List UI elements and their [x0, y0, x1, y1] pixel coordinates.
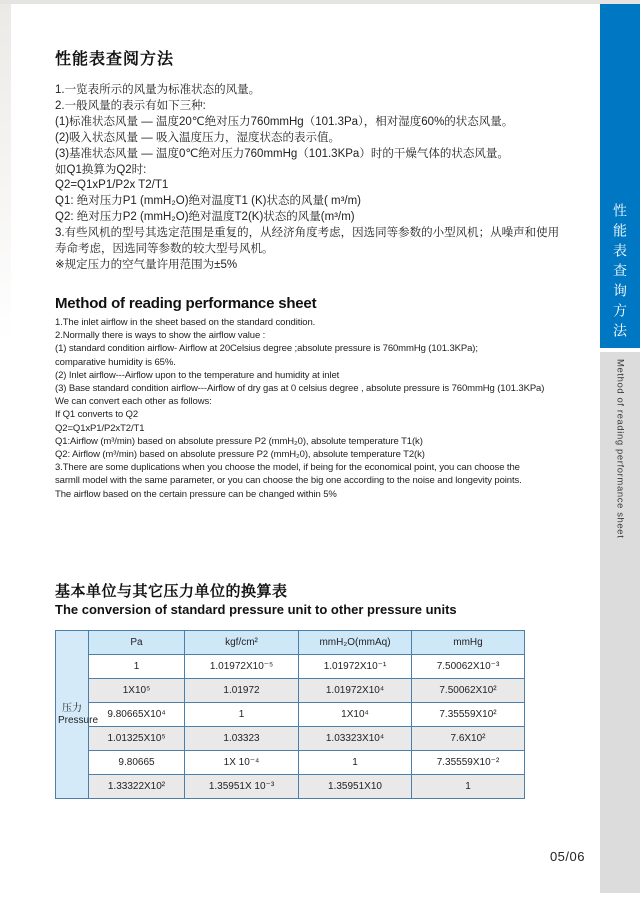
text-line: Q2: Airflow (m³/min) based on absolute pressure P2 (mmH₂0), absolute temperature T2(k) [55, 449, 425, 461]
text-line: (3)基准状态风量 — 温度0℃绝对压力760mmHg（101.3KPa）时的干燥气体的状态风量。 [55, 147, 509, 160]
table-row [56, 679, 525, 703]
text-line: Q2=Q1xP1/P2xT2/T1 [55, 422, 145, 434]
row-label-cn: 压力 [62, 702, 82, 714]
sidebar-tab-label-chinese: 性能表查询方法 [612, 203, 628, 343]
text-line: If Q1 converts to Q2 [55, 409, 139, 421]
text-line: (2)吸入状态风量 — 吸入温度压力，湿度状态的表示值。 [55, 131, 340, 144]
table-cell: 1.35951X 10⁻³ [185, 775, 299, 799]
text-line: 如Q1换算为Q2时: [55, 163, 147, 176]
table-cell: 1.03323X10⁴ [299, 727, 412, 751]
text-line: (1)标准状态风量 — 温度20℃绝对压力760mmHg（101.3Pa），相对湿度60%的状态风量。 [55, 115, 514, 128]
text-line: 寿命考虑，因选同等参数的较大型号风机。 [55, 243, 274, 256]
text-line: 2.Normally there is ways to show the airflow value : [55, 330, 266, 342]
table-cell: 1X10⁴ [299, 703, 412, 727]
table-row [56, 655, 525, 679]
table-cell: 1X 10⁻⁴ [185, 751, 299, 775]
sidebar-tab-label-english: Method of reading performance sheet [614, 359, 626, 539]
page-top-edge [0, 0, 640, 4]
table-cell: 1.01972 [185, 679, 299, 703]
table-cell: 1 [299, 751, 412, 775]
chinese-body-text [55, 83, 559, 274]
text-line: sarmll model with the same parameter, or you can choose the big one according to the noise and longevity points. [55, 475, 522, 487]
table-cell: 1.03323 [185, 727, 299, 751]
column-header-kgfcm2: kgf/cm² [185, 631, 299, 655]
english-section-title: Method of reading performance sheet [55, 295, 317, 312]
table-cell: 1 [185, 703, 299, 727]
text-line: 1.The inlet airflow in the sheet based on the standard condition. [55, 317, 316, 328]
table-cell: 7.35559X10² [412, 703, 525, 727]
table-cell: 1.01972X10⁻⁵ [185, 655, 299, 679]
text-line: 2.一般风量的表示有如下三种: [55, 99, 206, 112]
conversion-title-chinese: 基本单位与其它压力单位的换算表 [55, 583, 288, 600]
table-row [56, 727, 525, 751]
table-cell: 9.80665X10⁴ [89, 703, 185, 727]
text-line: 3.There are some duplications when you choose the model, if being for the economical point, you can choose the [55, 462, 520, 474]
table-cell: 1 [412, 775, 525, 799]
table-cell: 1 [89, 655, 185, 679]
row-label-en: Pressure [58, 714, 99, 726]
text-line: 3.有些风机的型号其选定范围是重复的，从经济角度考虑，因选同等参数的小型风机；从噪声和使用 [55, 227, 560, 240]
text-line: Q1:Airflow (m³/min) based on absolute pressure P2 (mmH₂0), absolute temperature T1(k) [55, 435, 423, 447]
column-header-mmh2o: mmH₂O(mmAq) [299, 631, 412, 655]
text-line: ※规定压力的空气量许用范围为±5% [55, 258, 238, 271]
table-row [56, 751, 525, 775]
conversion-title-english: The conversion of standard pressure unit to other pressure units [55, 602, 457, 617]
text-line: Q2=Q1xP1/P2x T2/T1 [55, 179, 169, 192]
column-header-mmhg: mmHg [412, 631, 525, 655]
text-line: (3) Base standard condition airflow---Airflow of dry gas at 0 celsius degree , absolute pressure is 760mmHg (101.3KPa) [55, 383, 545, 395]
text-line: (1) standard condition airflow- Airflow at 20Celsius degree ;absolute pressure is 760mmHg (101.3KPa); [55, 343, 478, 355]
table-cell: 7.35559X10⁻² [412, 751, 525, 775]
sidebar-tab-inactive [600, 352, 640, 893]
text-line: We can convert each other as follows: [55, 396, 212, 408]
page-number: 05/06 [549, 849, 585, 864]
table-row [56, 703, 525, 727]
text-line: comparative humidity is 65%. [55, 356, 176, 368]
text-line: Q2: 绝对压力P2 (mmH₂O)绝对温度T2(K)状态的风量(m³/m) [55, 211, 355, 224]
table-cell: 7.50062X10² [412, 679, 525, 703]
table-cell: 7.6X10² [412, 727, 525, 751]
table-header-row [56, 631, 525, 655]
table-cell: 1.33322X10² [89, 775, 185, 799]
english-body-text [55, 316, 544, 501]
text-line: 1.一览表所示的风量为标准状态的风量。 [55, 84, 261, 96]
table-cell: 9.80665 [89, 751, 185, 775]
column-header-pa: Pa [89, 631, 185, 655]
table-cell: 1.01325X10⁵ [89, 727, 185, 751]
table-cell: 7.50062X10⁻³ [412, 655, 525, 679]
table-cell: 1.01972X10⁴ [299, 679, 412, 703]
table-cell: 1.35951X10 [299, 775, 412, 799]
text-line: (2) Inlet airflow---Airflow upon to the temperature and humidity at inlet [55, 369, 340, 381]
table-cell: 1.01972X10⁻¹ [299, 655, 412, 679]
conversion-table-body [56, 631, 525, 799]
pressure-conversion-table [55, 630, 525, 799]
sidebar-tab-active [600, 4, 640, 348]
row-label-pressure [56, 631, 99, 799]
text-line: Q1: 绝对压力P1 (mmH₂O)绝对温度T1 (K)状态的风量( m³/m) [55, 195, 362, 208]
chinese-section-title: 性能表查阅方法 [55, 51, 175, 68]
text-line: The airflow based on the certain pressure can be changed within 5% [55, 488, 337, 500]
table-cell: 1X10⁵ [89, 679, 185, 703]
page-left-edge [0, 4, 11, 344]
table-row [56, 775, 525, 799]
